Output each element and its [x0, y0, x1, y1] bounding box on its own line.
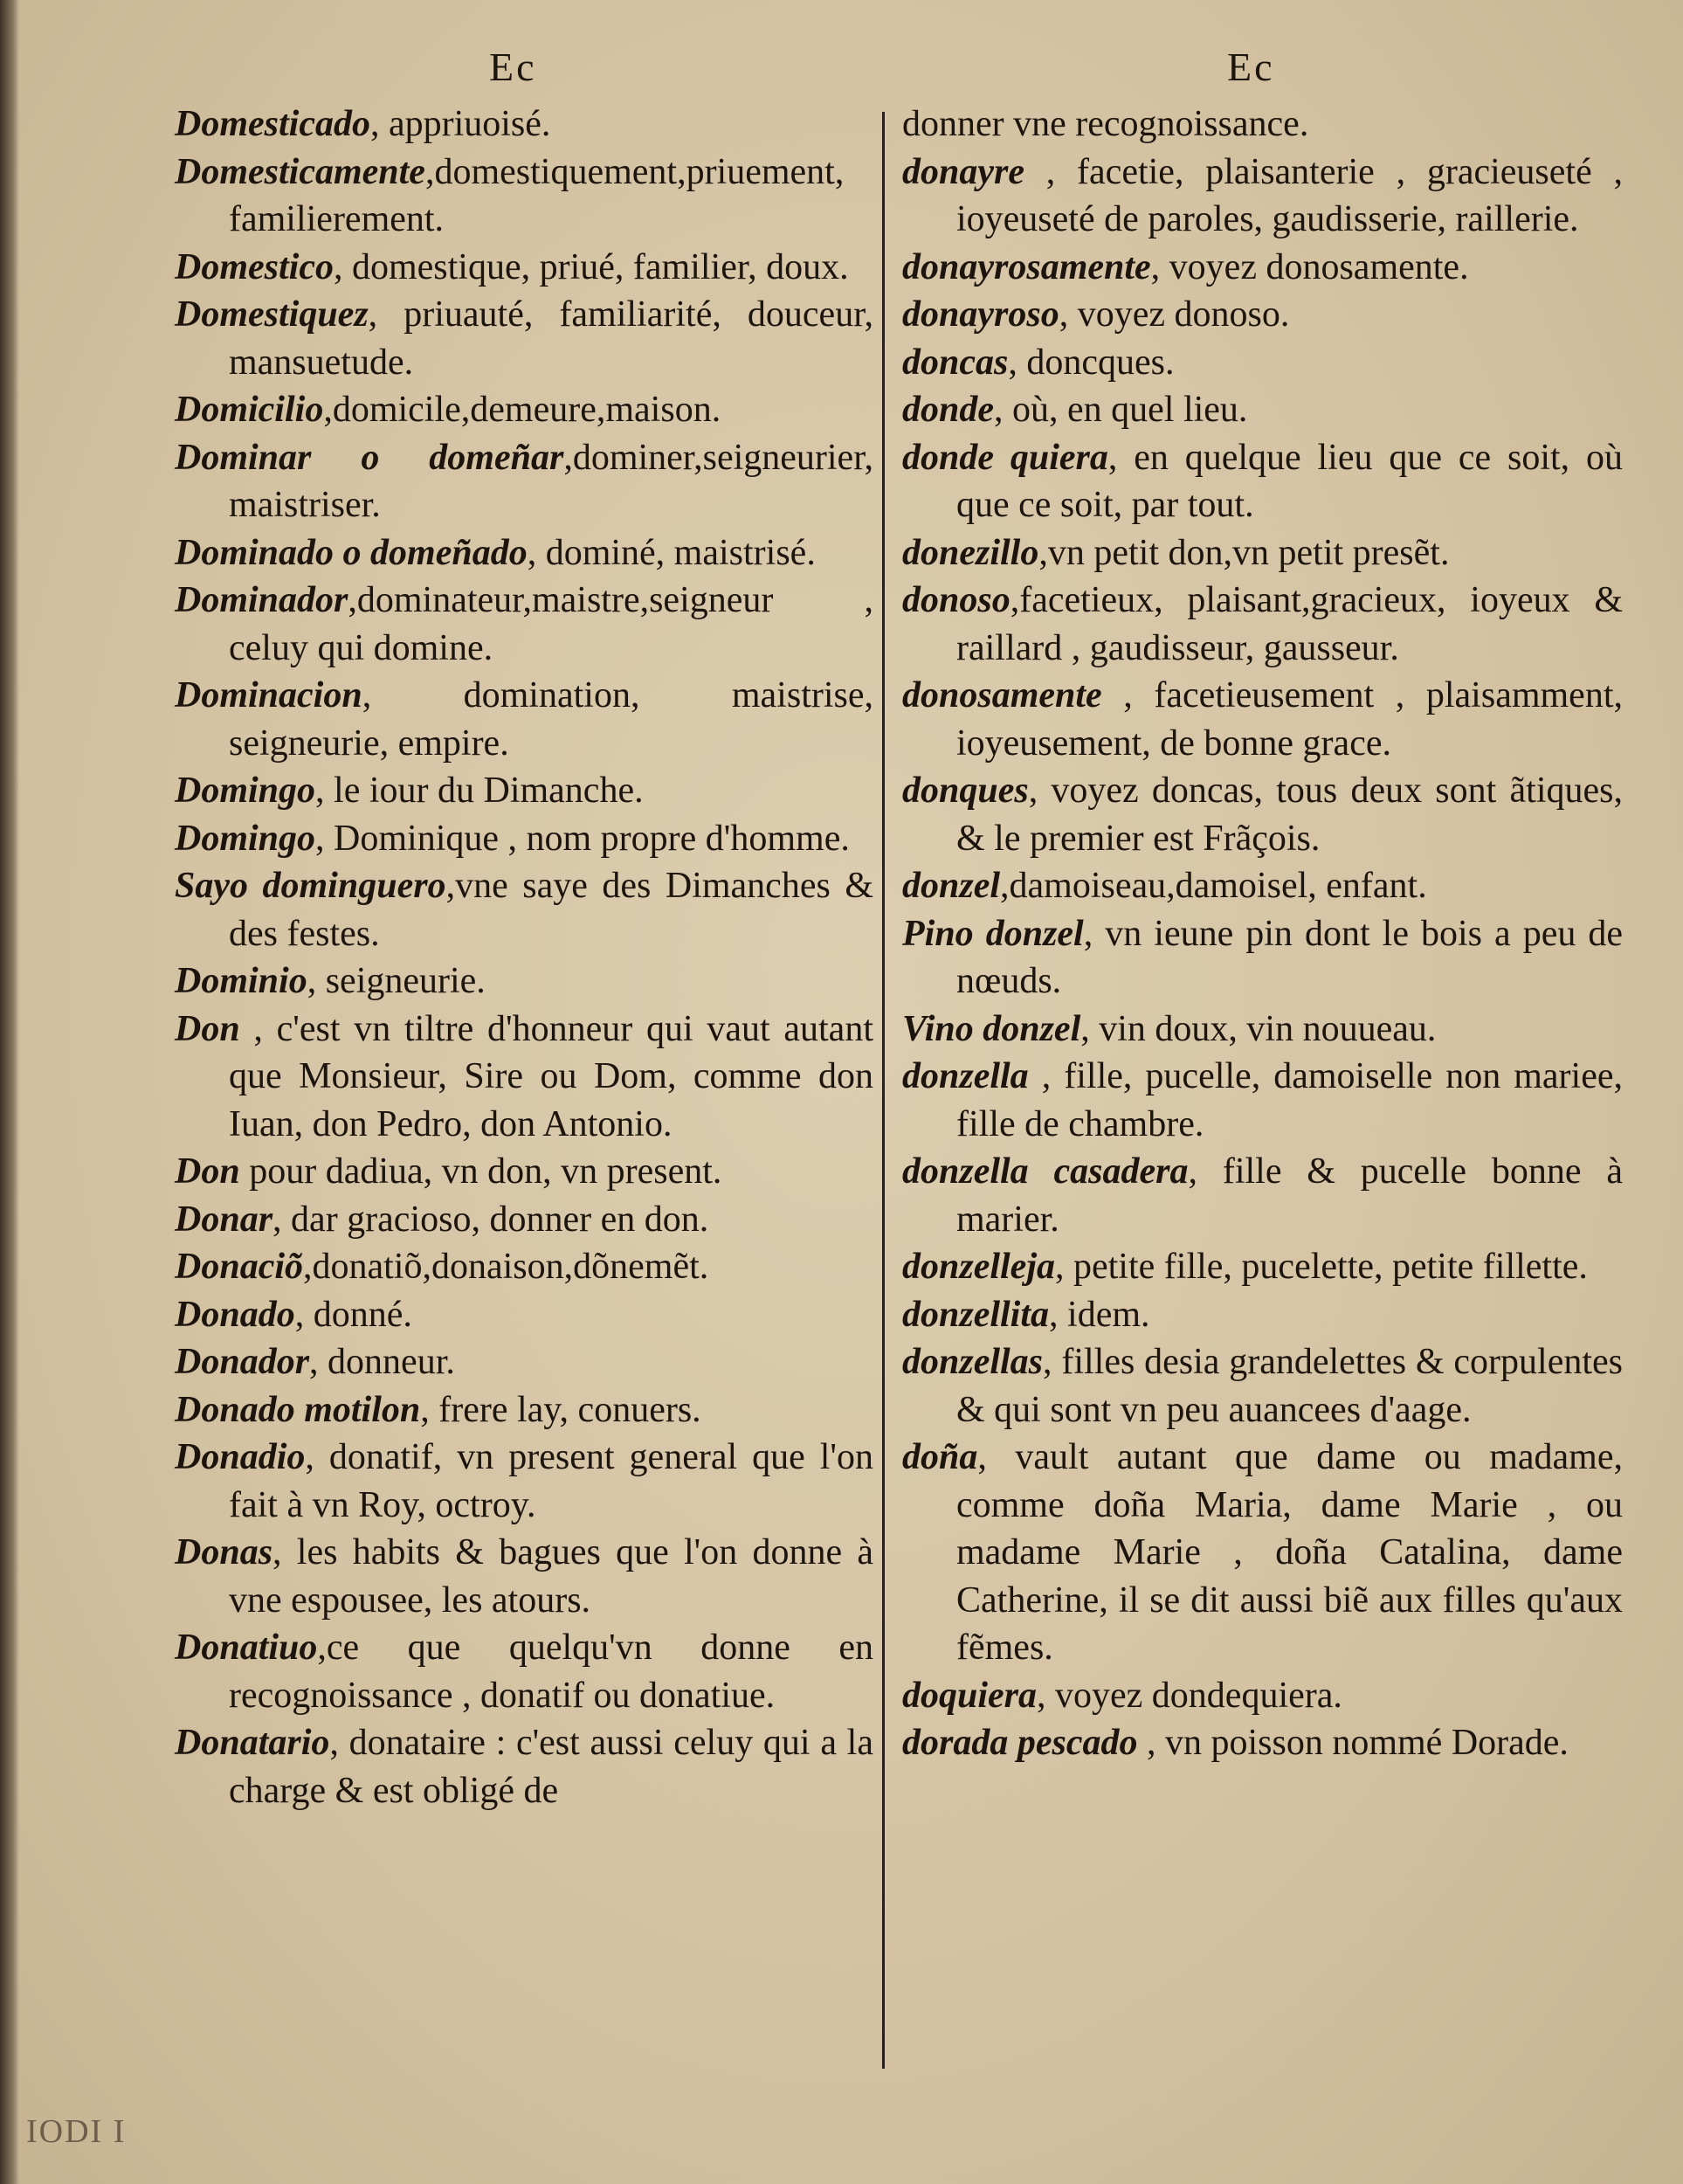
entry-definition: ,vn petit don,vn petit presẽt. — [1038, 532, 1450, 573]
entry-headword: Donar — [175, 1199, 273, 1240]
entry-definition: , donneur. — [309, 1342, 455, 1382]
entry-headword: Donador — [175, 1342, 310, 1382]
dictionary-entry — [175, 100, 873, 149]
dictionary-entry — [175, 1386, 873, 1434]
entry-headword: Donatario — [175, 1723, 330, 1763]
entry-headword: donayrosamente — [902, 246, 1151, 287]
entry-headword: Don — [175, 1008, 240, 1049]
entry-definition: , dar gracioso, donner en don. — [272, 1199, 709, 1240]
dictionary-entry — [902, 1243, 1623, 1291]
entry-headword: donques — [902, 771, 1029, 811]
dictionary-entry — [175, 1006, 873, 1149]
dictionary-entry — [902, 1291, 1623, 1339]
entry-headword: dorada pescado — [902, 1723, 1138, 1763]
entry-definition: , dominé, maistrisé. — [527, 532, 816, 573]
entry-headword: Dominar o domeñar — [175, 437, 564, 478]
entry-definition: , c'est vn tiltre d'honneur qui vaut autant que Monsieur, Sire ou Dom, comme don Iuan, don Pedro, don Antonio. — [229, 1008, 873, 1144]
dictionary-entry — [175, 815, 873, 863]
dictionary-entry — [175, 1196, 873, 1244]
dictionary-entry — [175, 244, 873, 292]
dictionary-entry — [902, 386, 1623, 434]
entry-definition: ,vne saye des Dimanches & des festes. — [229, 866, 873, 954]
entry-definition: , donatif, vn present general que l'on fait à vn Roy, octroy. — [229, 1437, 873, 1525]
dictionary-entry — [902, 100, 1623, 149]
entry-headword: Domingo — [175, 771, 316, 811]
entry-headword: Domestico — [175, 246, 334, 287]
entry-headword: donezillo — [902, 532, 1039, 573]
dictionary-entry — [902, 1006, 1623, 1054]
book-binding-edge — [0, 0, 19, 2184]
entry-definition: ,dominateur,maistre,seigneur , celuy qui domine. — [229, 580, 873, 668]
entry-definition: , donataire : c'est aussi celuy qui a la charge & est obligé de — [229, 1723, 873, 1811]
entry-headword: Domestiquez — [175, 294, 369, 335]
entry-definition: , petite fille, pucelette, petite fillette. — [1055, 1247, 1588, 1287]
entry-headword: Donado motilon — [175, 1389, 421, 1430]
dictionary-entry — [902, 1434, 1623, 1672]
dictionary-entry — [175, 434, 873, 529]
dictionary-entry — [902, 862, 1623, 910]
dictionary-entry — [175, 957, 873, 1006]
entry-definition: , idem. — [1049, 1294, 1150, 1335]
column-divider — [882, 112, 885, 2069]
dictionary-entry — [902, 149, 1623, 244]
entry-definition: , où, en quel lieu. — [994, 390, 1248, 430]
dictionary-entry — [902, 529, 1623, 577]
entry-headword: donde quiera — [902, 437, 1108, 478]
entry-headword: donosamente — [902, 675, 1102, 715]
entry-headword: doquiera — [902, 1675, 1038, 1716]
dictionary-entry — [902, 339, 1623, 387]
entry-definition: , appriuoisé. — [369, 104, 551, 144]
entry-definition: , voyez donoso. — [1059, 294, 1290, 335]
dictionary-entry — [902, 672, 1623, 767]
right-running-header: Ec — [1227, 45, 1275, 89]
entry-definition: , frere lay, conuers. — [420, 1389, 701, 1430]
entry-headword: Pino donzel — [902, 913, 1084, 954]
entry-headword: donde — [902, 390, 994, 430]
left-running-header: Ec — [489, 45, 537, 89]
entry-definition: , domestique, priué, familier, doux. — [333, 246, 849, 287]
entry-definition: , vin doux, vin nouueau. — [1080, 1008, 1437, 1049]
dictionary-entry — [902, 1672, 1623, 1720]
entry-definition: pour dadiua, vn don, vn present. — [239, 1151, 722, 1192]
entry-headword: Donatiuo — [175, 1628, 318, 1668]
entry-headword: Domicilio — [175, 390, 324, 430]
left-column — [175, 100, 873, 1814]
dictionary-entry — [175, 672, 873, 767]
entry-definition: , seigneurie. — [307, 961, 486, 1001]
entry-definition: , doncques. — [1008, 342, 1175, 383]
entry-headword: doncas — [902, 342, 1009, 383]
entry-definition: ,facetieux, plaisant,gracieux, ioyeux & raillard , gaudisseur, gausseur. — [956, 580, 1623, 668]
entry-definition: , Dominique , nom propre d'homme. — [315, 818, 850, 859]
entry-headword: donzel — [902, 866, 1001, 906]
entry-headword: doña — [902, 1437, 978, 1477]
entry-definition: , domination, maistrise, seigneurie, empire. — [229, 675, 873, 764]
entry-definition: , vn ieune pin dont le bois a peu de nœuds. — [956, 913, 1623, 1001]
dictionary-entry — [902, 910, 1623, 1006]
entry-headword: donayre — [902, 151, 1024, 192]
entry-headword: Donaciõ — [175, 1247, 303, 1287]
dictionary-entry — [902, 1148, 1623, 1243]
dictionary-entry — [175, 1338, 873, 1386]
dictionary-entry — [902, 767, 1623, 862]
dictionary-entry — [175, 767, 873, 815]
dictionary-entry — [175, 291, 873, 386]
entry-headword: Sayo dominguero — [175, 866, 446, 906]
entry-headword: donzelleja — [902, 1247, 1055, 1287]
entry-definition: , les habits & bagues que l'on donne à vne espousee, les atours. — [229, 1532, 873, 1621]
entry-headword: Domesticado — [175, 104, 370, 144]
entry-headword: Donas — [175, 1532, 273, 1572]
entry-definition: , filles desia grandelettes & corpulentes & qui sont vn peu auancees d'aage. — [956, 1342, 1623, 1430]
entry-headword: Dominio — [175, 961, 307, 1001]
entry-headword: donzella casadera — [902, 1151, 1189, 1192]
dictionary-entry — [175, 577, 873, 672]
dictionary-entry — [902, 577, 1623, 672]
entry-definition: , priuauté, familiarité, douceur, mansuetude. — [229, 294, 873, 383]
page-footer-mark: IODI I — [26, 2113, 127, 2150]
entry-definition: , fille & pucelle bonne à marier. — [956, 1151, 1624, 1240]
entry-headword: Dominador — [175, 580, 348, 620]
entry-definition: , le iour du Dimanche. — [315, 771, 644, 811]
entry-headword: Donado — [175, 1294, 295, 1335]
entry-definition: ,domestiquement,priuement, familierement. — [229, 151, 845, 239]
entry-definition: , voyez donosamente. — [1150, 246, 1469, 287]
entry-headword: Vino donzel — [902, 1008, 1081, 1049]
entry-headword: Domesticamente — [175, 151, 425, 192]
dictionary-entry — [175, 1243, 873, 1291]
dictionary-entry — [902, 291, 1623, 339]
entry-definition: ,dominer,seigneurier, maistriser. — [229, 437, 873, 525]
entry-definition: , fille, pucelle, damoiselle non mariee, fille de chambre. — [956, 1056, 1623, 1144]
dictionary-entry — [902, 1338, 1623, 1434]
entry-definition: ,ce que quelqu'vn donne en recognoissance , donatif ou donatiue. — [229, 1628, 873, 1716]
dictionary-entry — [175, 1719, 873, 1814]
dictionary-entry — [902, 1053, 1623, 1148]
dictionary-entry — [175, 1529, 873, 1624]
dictionary-entry — [175, 1148, 873, 1196]
entry-definition: , voyez doncas, tous deux sont ãtiques, & le premier est Frãçois. — [956, 771, 1623, 859]
entry-headword: donzellita — [902, 1294, 1050, 1335]
entry-headword: donoso — [902, 580, 1010, 620]
entry-headword: donayroso — [902, 294, 1059, 335]
right-column — [902, 100, 1623, 1767]
entry-headword: Dominado o domeñado — [175, 532, 528, 573]
entry-definition: , vault autant que dame ou madame, comme doña Maria, dame Marie , ou madame Marie , doña Catalina, dame Catherine, il se dit aussi biẽ aux filles qu'aux fẽmes. — [956, 1437, 1623, 1668]
dictionary-entry — [902, 244, 1623, 292]
entry-definition: ,donatiõ,donaison,dõnemẽt. — [303, 1247, 709, 1287]
dictionary-entry — [175, 1434, 873, 1529]
entry-definition: , vn poisson nommé Dorade. — [1137, 1723, 1569, 1763]
entry-definition: , donné. — [294, 1294, 412, 1335]
entry-definition: ,damoiseau,damoisel, enfant. — [1000, 866, 1427, 906]
entry-headword: donzella — [902, 1056, 1029, 1096]
entry-definition: donner vne recognoissance. — [902, 104, 1309, 144]
dictionary-entry — [175, 1291, 873, 1339]
dictionary-entry — [902, 434, 1623, 529]
entry-definition: , voyez dondequiera. — [1037, 1675, 1342, 1716]
entry-headword: Donadio — [175, 1437, 306, 1477]
entry-definition: ,domicile,demeure,maison. — [323, 390, 721, 430]
dictionary-entry — [175, 386, 873, 434]
entry-headword: donzellas — [902, 1342, 1044, 1382]
dictionary-entry — [175, 1624, 873, 1719]
dictionary-entry — [175, 529, 873, 577]
entry-definition: , facetieusement , plaisamment, ioyeusement, de bonne grace. — [956, 675, 1623, 764]
entry-headword: Domingo — [175, 818, 316, 859]
entry-definition: , facetie, plaisanterie , gracieuseté , ioyeuseté de paroles, gaudisserie, raillerie. — [956, 151, 1623, 239]
entry-headword: Don — [175, 1151, 240, 1192]
dictionary-entry — [175, 862, 873, 957]
entry-headword: Dominacion — [175, 675, 362, 715]
dictionary-entry — [902, 1719, 1623, 1767]
entry-definition: , en quelque lieu que ce soit, où que ce soit, par tout. — [956, 437, 1624, 525]
dictionary-entry — [175, 149, 873, 244]
